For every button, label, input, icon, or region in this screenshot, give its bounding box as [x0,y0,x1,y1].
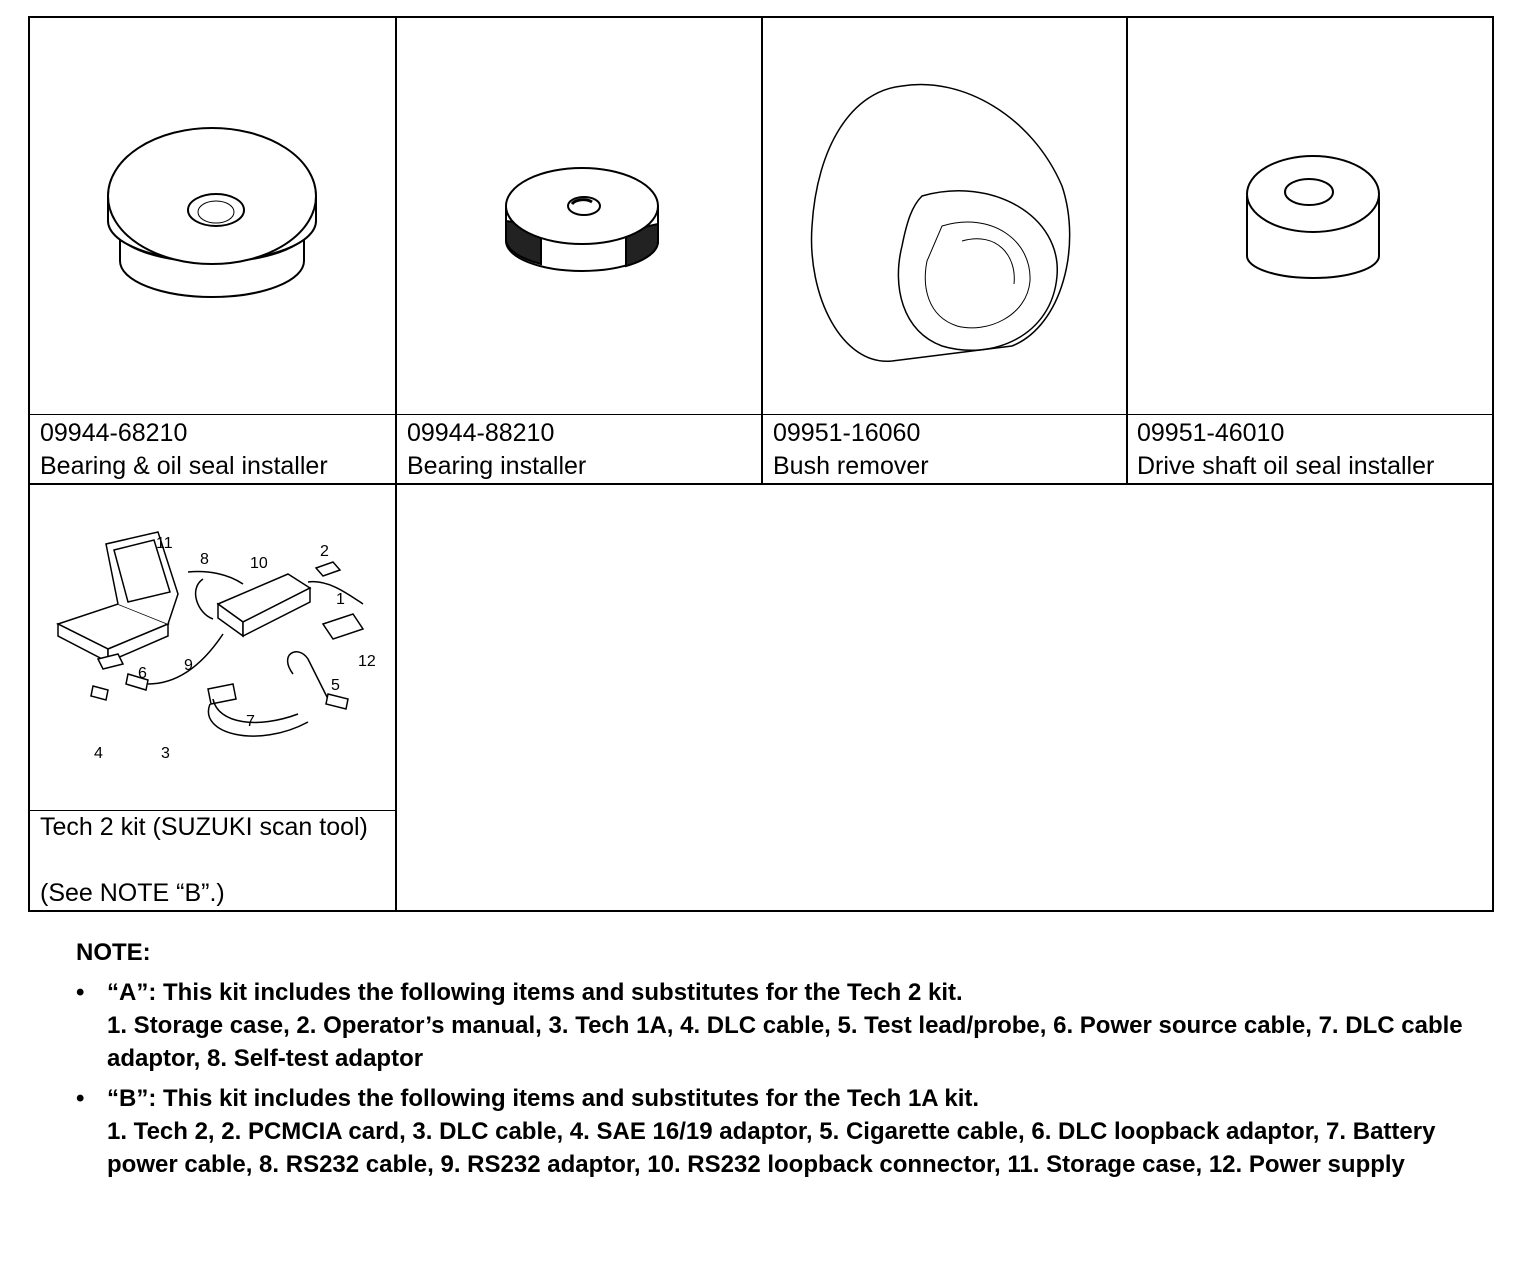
callout-2: 2 [320,543,329,560]
callout-9: 9 [184,657,193,674]
tech2-caption: Tech 2 kit (SUZUKI scan tool) [40,813,368,841]
bullet-icon: • [76,1085,85,1112]
callout-1: 1 [336,591,345,608]
callout-5: 5 [331,677,340,694]
special-tools-table [28,16,1494,912]
bullet-icon: • [76,979,85,1006]
tool-cell-tech2 [28,484,396,912]
callout-11: 11 [156,535,173,552]
tool-cell-1 [28,16,396,484]
bush-remover-icon [762,16,1127,414]
drive-shaft-oil-seal-installer-icon [1127,16,1494,414]
part-number: 09944-68210 [40,419,188,447]
note-heading: NOTE: [76,939,151,966]
note-item-body: 1. Tech 2, 2. PCMCIA card, 3. DLC cable, 4. SAE 16/19 adaptor, 5. Cigarette cable, 6. DLC loopback adaptor, 7. Battery power cable, 8. RS232 cable, 9. RS232 adaptor, 10. RS232 loopback connector, 11. Storage case, 12. Power supply [107,1118,1436,1178]
note-item-body: 1. Storage case, 2. Operator’s manual, 3. Tech 1A, 4. DLC cable, 5. Test lead/probe, 6. Power source cable, 7. DLC cable adaptor, 8. Self-test adaptor [107,1012,1463,1072]
note-section [76,936,1496,1188]
tool-cell-4 [1127,16,1494,484]
callout-12: 12 [358,653,376,670]
tech2-kit-icon [28,484,396,810]
note-item-a [76,976,1496,1075]
tool-cell-3 [762,16,1127,484]
callout-7: 7 [246,713,255,730]
tech2-caption-note: (See NOTE “B”.) [40,879,225,907]
note-item-b [76,1082,1496,1181]
note-item-title: “B”: This kit includes the following items and substitutes for the Tech 1A kit. [107,1085,980,1112]
callout-3: 3 [161,745,170,762]
part-number: 09944-88210 [407,419,555,447]
callout-8: 8 [200,551,209,568]
bearing-oil-seal-installer-icon [28,16,396,414]
part-number: 09951-16060 [773,419,921,447]
tool-name: Bearing & oil seal installer [40,452,328,480]
tool-name: Bearing installer [407,452,587,480]
callout-4: 4 [94,745,103,762]
tool-name: Bush remover [773,452,929,480]
bearing-installer-icon [396,16,762,414]
callout-10: 10 [250,555,268,572]
callout-6: 6 [138,665,147,682]
tool-cell-2 [396,16,762,484]
tool-name: Drive shaft oil seal installer [1137,452,1435,480]
note-item-title: “A”: This kit includes the following items and substitutes for the Tech 2 kit. [107,979,963,1006]
part-number: 09951-46010 [1137,419,1285,447]
